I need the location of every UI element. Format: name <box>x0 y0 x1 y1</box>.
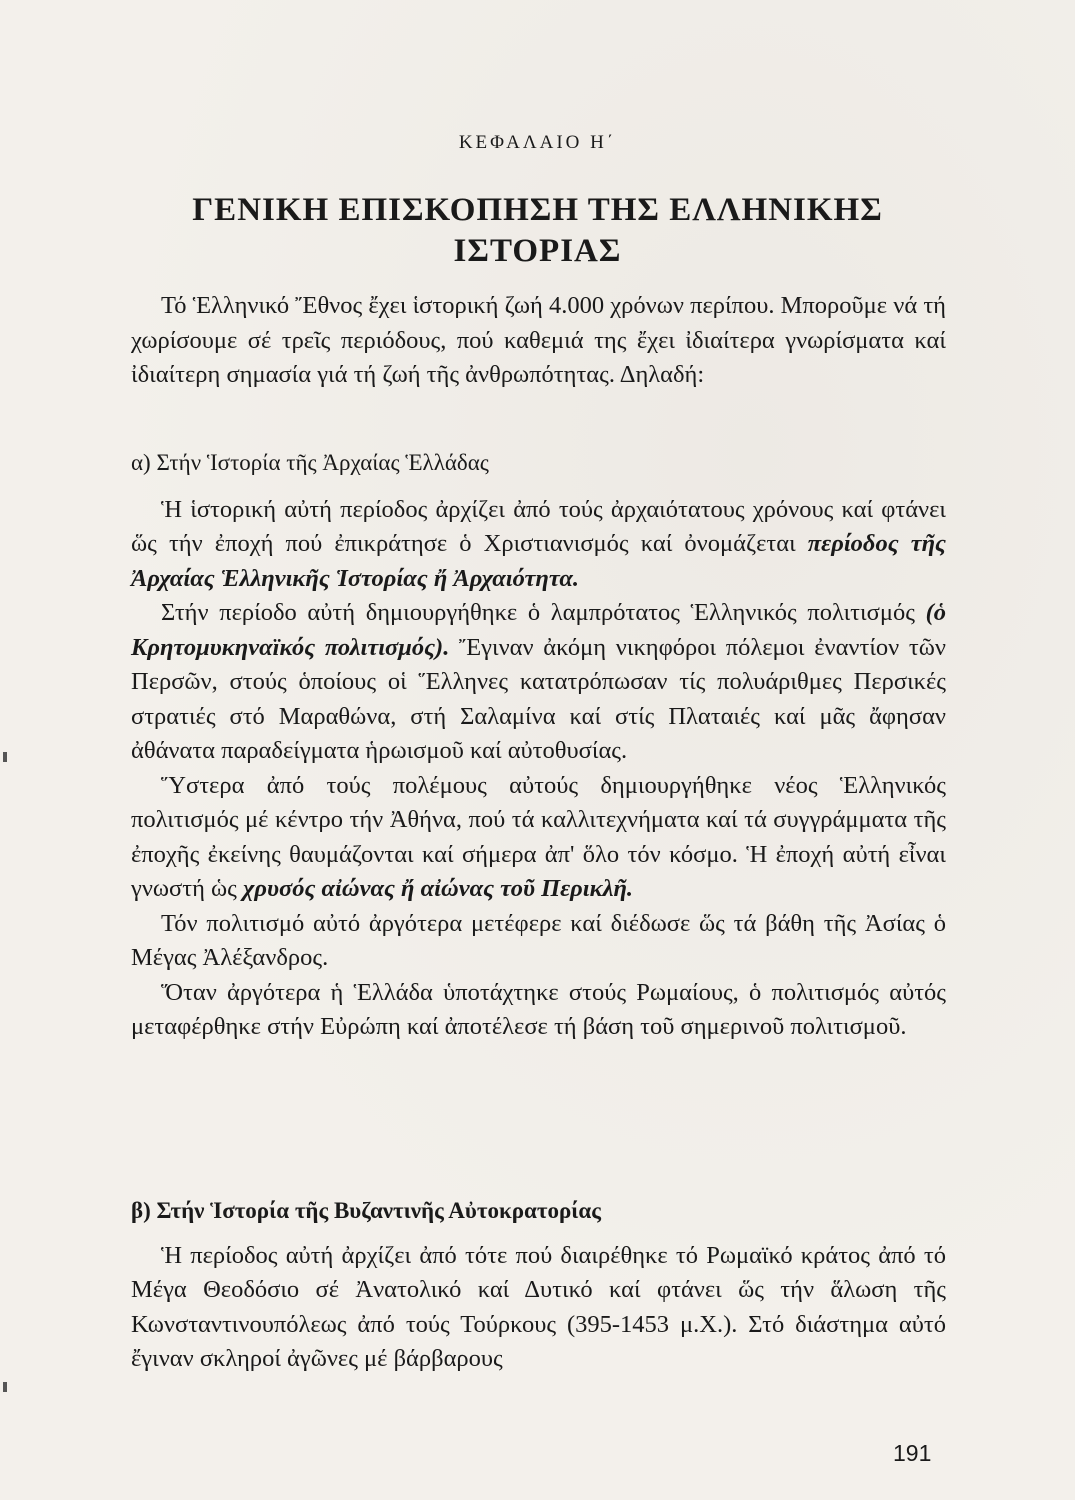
title-line-1: ΓΕΝΙΚΗ ΕΠΙΣΚΟΠΗΣΗ ΤΗΣ ΕΛΛΗΝΙΚΗΣ <box>192 192 883 228</box>
section-a-p2-text: Στήν περίοδο αὐτή δημιουργήθηκε ὁ λαμπρότατος Ἑλληνικός πολιτισμός <box>161 599 926 626</box>
page-number: 191 <box>893 1440 932 1466</box>
section-a-p2-text-end: Ἔγιναν ἀκόμη νικηφόροι πόλεμοι ἐναντίον τῶν Περσῶν, στούς ὁποίους οἱ Ἕλληνες κατατρόπωσαν τίς πολυάριθμες Περσικές στρατιές στό Μαραθώνα, στή Σαλαμίνα καί στίς Πλαταιές καί μᾶς ἄφησαν ἀθάνατα παραδείγματα ἡρωισμοῦ καί αὐτοθυσίας. <box>131 633 946 764</box>
section-b <box>131 1194 946 1377</box>
intro-block <box>131 289 946 393</box>
section-a <box>131 446 946 1045</box>
section-a-paragraph-2 <box>131 596 946 769</box>
section-a-p3-emphasis: χρυσός αἰώνας ἤ αἰώνας τοῦ Περικλῆ. <box>242 875 634 902</box>
section-a-paragraph-5: Ὅταν ἀργότερα ἡ Ἑλλάδα ὑποτάχτηκε στούς Ρωμαίους, ὁ πολιτισμός αὐτός μεταφέρθηκε στήν Εὐρώπη καί ἀποτέλεσε τή βάση τοῦ σημερινοῦ πολιτισμοῦ. <box>131 978 946 1040</box>
section-a-heading: α) Στήν Ἱστορία τῆς Ἀρχαίας Ἑλλάδας <box>131 450 489 475</box>
scan-edge-mark <box>3 1382 7 1392</box>
section-a-paragraph-4: Τόν πολιτισμό αὐτό ἀργότερα μετέφερε καί διέδωσε ὥς τά βάθη τῆς Ἀσίας ὁ Μέγας Ἀλέξανδρος. <box>131 909 946 971</box>
scan-edge-mark <box>3 752 7 762</box>
page-title <box>140 190 935 272</box>
section-a-p2-emphasis: (ὁ Κρητομυκηναϊκός πολιτισμός). <box>131 599 946 661</box>
section-b-paragraph-1: Ἡ περίοδος αὐτή ἀρχίζει ἀπό τότε πού διαιρέθηκε τό Ρωμαϊκό κράτος ἀπό τό Μέγα Θεοδόσιο σέ Ἀνατολικό καί Δυτικό καί φτάνει ὥς τήν ἅλωση τῆς Κωνσταντινουπόλεως ἀπό τούς Τούρκους (395-1453 μ.Χ.). Στό διάστημα αὐτό ἔγιναν σκληροί ἀγῶνες μέ βάρβαρους <box>131 1241 946 1372</box>
section-a-paragraph-1 <box>131 493 946 597</box>
chapter-label: ΚΕΦΑΛΑΙΟ Η΄ <box>458 132 617 153</box>
title-line-2: ΙΣΤΟΡΙΑΣ <box>453 233 622 269</box>
intro-paragraph: Τό Ἑλληνικό Ἔθνος ἔχει ἱστορική ζωή 4.000 χρόνων περίπου. Μποροῦμε νά τή χωρίσουμε σέ τρεῖς περιόδους, πού καθεμιά της ἔχει ἰδιαίτερα γνωρίσματα καί ἰδιαίτερη σημασία γιά τή ζωή τῆς ἀνθρωπότητας. Δηλαδή: <box>131 292 946 388</box>
section-a-p3-text: Ὕστερα ἀπό τούς πολέμους αὐτούς δημιουργήθηκε νέος Ἑλληνικός πολιτισμός μέ κέντρο τήν Ἀθήνα, πού τά καλλιτεχνήματα καί τά συγγράμματα τῆς ἐποχῆς ἐκείνης θαυμάζονται καί σήμερα ἀπ' ὅλο τόν κόσμο. Ἡ ἐποχή αὐτή εἶναι γνωστή ὡς <box>131 771 946 902</box>
section-a-paragraph-3 <box>131 769 946 907</box>
section-b-heading: β) Στήν Ἱστορία τῆς Βυζαντινῆς Αὐτοκρατορίας <box>131 1198 601 1223</box>
section-a-p1-emphasis: περίοδος τῆς Ἀρχαίας Ἑλληνικῆς Ἱστορίας ἤ Ἀρχαιότητα. <box>131 530 946 592</box>
section-a-p1-text: Ἡ ἱστορική αὐτή περίοδος ἀρχίζει ἀπό τούς ἀρχαιότατους χρόνους καί φτάνει ὥς τήν ἐποχή πού ἐπικράτησε ὁ Χριστιανισμός καί ὀνομάζεται <box>131 495 946 557</box>
